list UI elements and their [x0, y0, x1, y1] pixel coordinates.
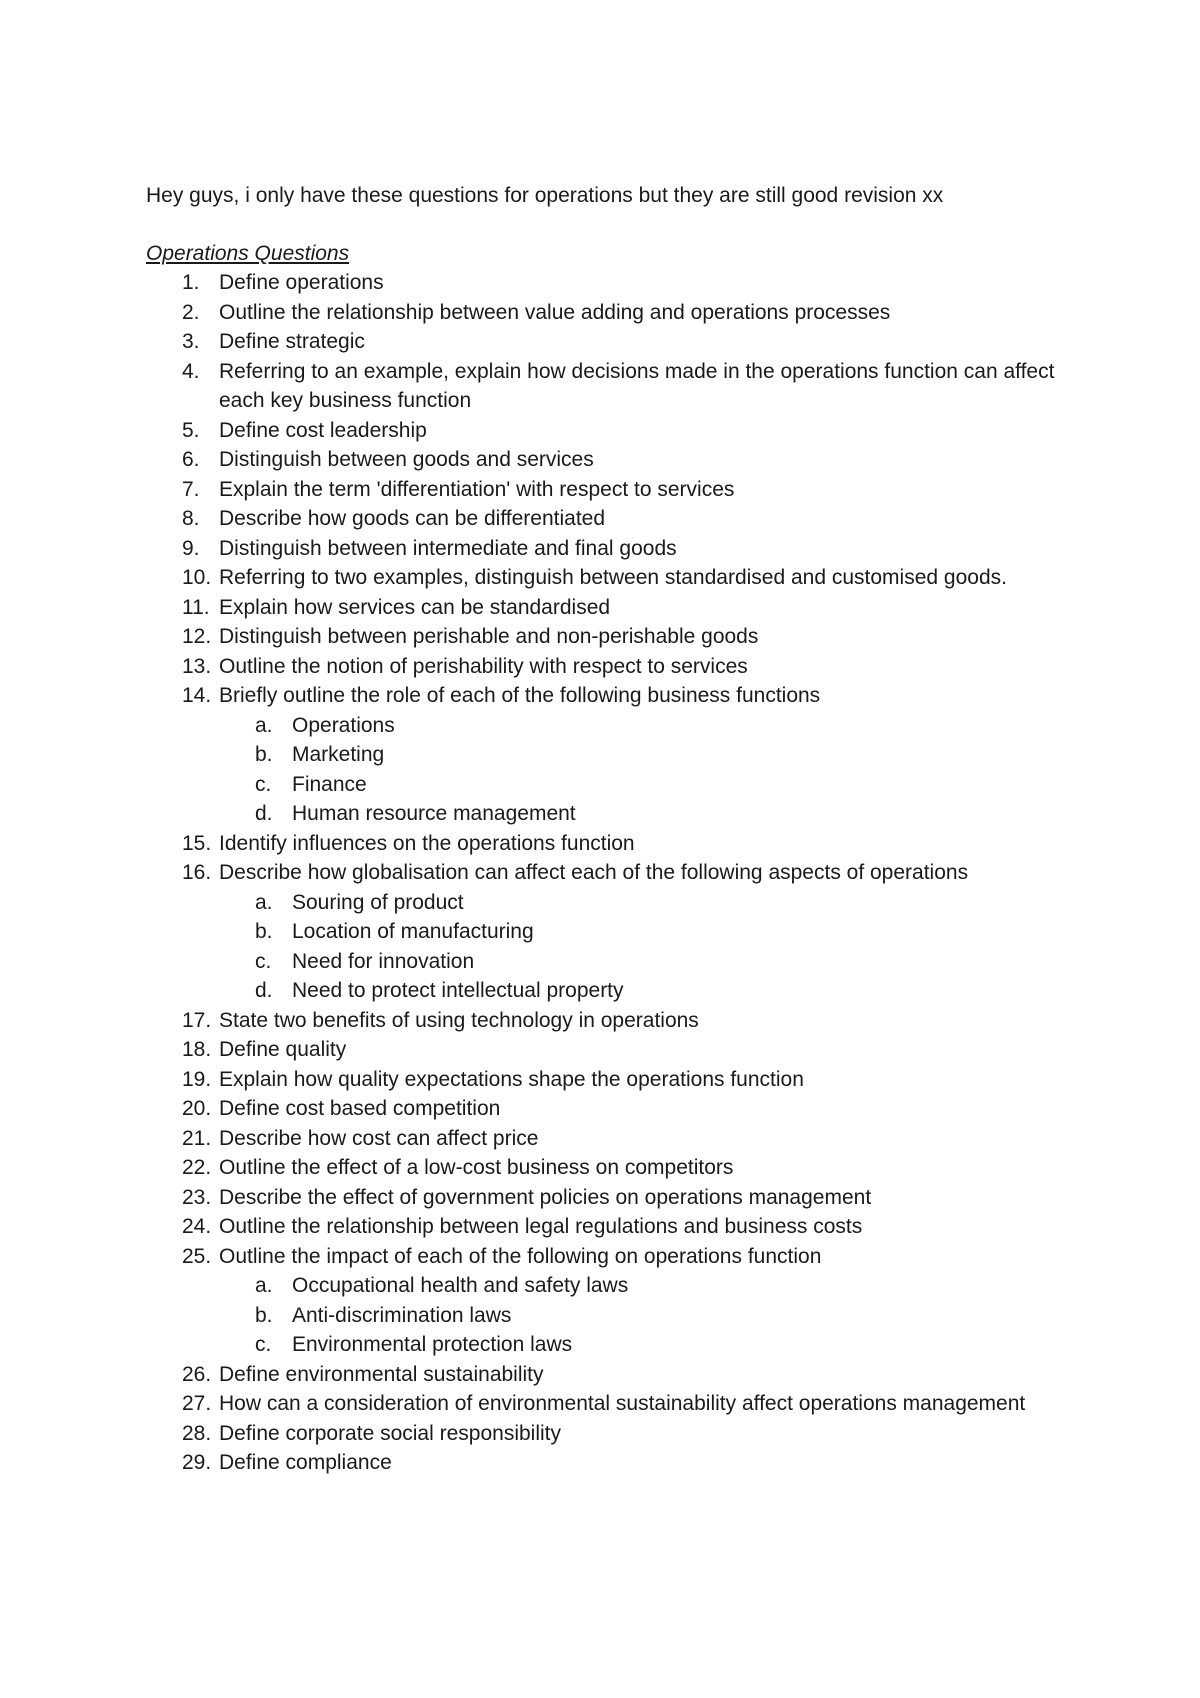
question-text: Describe how globalisation can affect each of the following aspects of operations [219, 861, 969, 884]
sub-question-item [219, 947, 1086, 977]
question-number: 1. [182, 271, 200, 294]
question-item [146, 1065, 1086, 1095]
question-item [146, 563, 1086, 593]
sub-question-text: Human resource management [292, 802, 576, 825]
question-text: Explain the term 'differentiation' with respect to services [219, 477, 735, 501]
question-text: Outline the impact of each of the following on operations function [219, 1244, 822, 1268]
question-item [146, 652, 1086, 682]
sub-question-letter: b. [255, 1303, 273, 1327]
question-text: Briefly outline the role of each of the following business functions [219, 684, 821, 707]
sub-question-letter: d. [255, 979, 273, 1002]
sub-question-text: Operations [292, 713, 395, 737]
question-text: Define quality [219, 1038, 347, 1061]
question-text: Describe how cost can affect price [219, 1126, 539, 1150]
question-text: Describe the effect of government policies on operations management [219, 1185, 872, 1209]
question-text: Outline the notion of perishability with respect to services [219, 654, 748, 678]
sub-question-text: Location of manufacturing [292, 920, 534, 943]
question-number: 21. [182, 1126, 212, 1150]
question-number: 12. [182, 625, 212, 648]
question-text: Distinguish between goods and services [219, 448, 594, 471]
question-number: 2. [182, 300, 200, 324]
sub-question-item [219, 740, 1086, 770]
question-item [146, 1124, 1086, 1154]
sub-question-item [219, 1301, 1086, 1331]
sub-question-letter: d. [255, 802, 273, 825]
question-item [146, 1389, 1086, 1419]
question-text: Define operations [219, 271, 384, 294]
question-number: 5. [182, 418, 200, 442]
question-text: Describe how goods can be differentiated [219, 507, 606, 530]
sub-question-letter: c. [255, 1333, 272, 1356]
question-number: 28. [182, 1421, 212, 1445]
question-number: 16. [182, 861, 212, 884]
sub-question-list [219, 711, 1086, 829]
question-item [146, 268, 1086, 298]
question-number: 7. [182, 477, 200, 501]
question-item [146, 504, 1086, 534]
question-text: Outline the relationship between value adding and operations processes [219, 300, 891, 324]
sub-question-item [219, 1330, 1086, 1360]
sub-question-letter: c. [255, 949, 272, 973]
question-number: 19. [182, 1067, 212, 1091]
sub-question-text: Anti-discrimination laws [292, 1303, 512, 1327]
sub-question-item [219, 770, 1086, 800]
sub-question-item [219, 711, 1086, 741]
question-text: Identify influences on the operations function [219, 831, 635, 855]
question-number: 4. [182, 359, 200, 383]
sub-question-list [219, 888, 1086, 1006]
question-item [146, 1183, 1086, 1213]
question-number: 26. [182, 1362, 212, 1386]
sub-question-letter: b. [255, 743, 273, 766]
question-number: 22. [182, 1156, 212, 1179]
sub-question-letter: a. [255, 713, 273, 737]
question-text: Define compliance [219, 1451, 392, 1474]
sub-question-item [219, 917, 1086, 947]
sub-question-text: Souring of product [292, 890, 464, 914]
question-text: Define strategic [219, 330, 365, 353]
sub-question-text: Occupational health and safety laws [292, 1274, 629, 1297]
question-item [146, 1035, 1086, 1065]
document-body [146, 181, 1086, 1478]
question-item [146, 1212, 1086, 1242]
sub-question-text: Need to protect intellectual property [292, 979, 624, 1002]
question-number: 17. [182, 1008, 212, 1032]
sub-question-text: Marketing [292, 743, 385, 766]
question-text: Distinguish between perishable and non-perishable goods [219, 625, 759, 648]
question-number: 20. [182, 1097, 212, 1120]
sub-question-letter: a. [255, 1274, 273, 1297]
question-list [146, 268, 1086, 1478]
question-text: How can a consideration of environmental sustainability affect operations management [219, 1392, 1026, 1415]
question-item [146, 1094, 1086, 1124]
question-number: 24. [182, 1215, 212, 1238]
question-item [146, 327, 1086, 357]
question-text: Define cost leadership [219, 418, 427, 442]
sub-question-letter: c. [255, 772, 272, 796]
sub-question-text: Finance [292, 772, 367, 796]
question-item [146, 593, 1086, 623]
question-item [146, 681, 1086, 829]
question-text: Define environmental sustainability [219, 1362, 544, 1386]
question-text: State two benefits of using technology in operations [219, 1008, 699, 1032]
sub-question-item [219, 976, 1086, 1006]
question-number: 8. [182, 507, 200, 530]
question-number: 25. [182, 1244, 212, 1268]
question-text: Explain how quality expectations shape the operations function [219, 1067, 804, 1091]
question-item [146, 1419, 1086, 1449]
question-number: 14. [182, 684, 212, 707]
question-item [146, 475, 1086, 505]
question-text: Outline the effect of a low-cost business on competitors [219, 1156, 734, 1179]
question-number: 27. [182, 1392, 212, 1415]
section-title: Operations Questions [146, 241, 350, 265]
question-item [146, 1242, 1086, 1360]
sub-question-letter: a. [255, 890, 273, 914]
question-item [146, 622, 1086, 652]
question-item [146, 1006, 1086, 1036]
question-number: 6. [182, 448, 200, 471]
question-text: Define corporate social responsibility [219, 1421, 561, 1445]
sub-question-list [219, 1271, 1086, 1360]
sub-question-item [219, 799, 1086, 829]
question-number: 23. [182, 1185, 212, 1209]
sub-question-text: Need for innovation [292, 949, 475, 973]
question-item [146, 298, 1086, 328]
question-item [146, 1153, 1086, 1183]
question-number: 18. [182, 1038, 212, 1061]
question-number: 13. [182, 654, 212, 678]
question-number: 9. [182, 536, 200, 560]
question-text: Referring to an example, explain how decisions made in the operations function can affect each key business function [219, 359, 1055, 412]
question-item [146, 357, 1086, 416]
question-text: Outline the relationship between legal regulations and business costs [219, 1215, 863, 1238]
question-text: Referring to two examples, distinguish between standardised and customised goods. [219, 566, 1007, 589]
question-number: 15. [182, 831, 212, 855]
intro-text: Hey guys, i only have these questions for operations but they are still good revision xx [146, 184, 944, 207]
question-item [146, 445, 1086, 475]
question-number: 3. [182, 330, 200, 353]
question-item [146, 1360, 1086, 1390]
sub-question-item [219, 888, 1086, 918]
question-item [146, 858, 1086, 1006]
question-text: Distinguish between intermediate and final goods [219, 536, 677, 560]
question-item [146, 1448, 1086, 1478]
question-number: 11. [182, 595, 210, 619]
question-number: 29. [182, 1451, 212, 1474]
question-number: 10. [182, 566, 212, 589]
question-item [146, 534, 1086, 564]
question-item [146, 416, 1086, 446]
question-item [146, 829, 1086, 859]
question-text: Explain how services can be standardised [219, 595, 611, 619]
sub-question-letter: b. [255, 920, 273, 943]
question-text: Define cost based competition [219, 1097, 501, 1120]
sub-question-item [219, 1271, 1086, 1301]
sub-question-text: Environmental protection laws [292, 1333, 573, 1356]
